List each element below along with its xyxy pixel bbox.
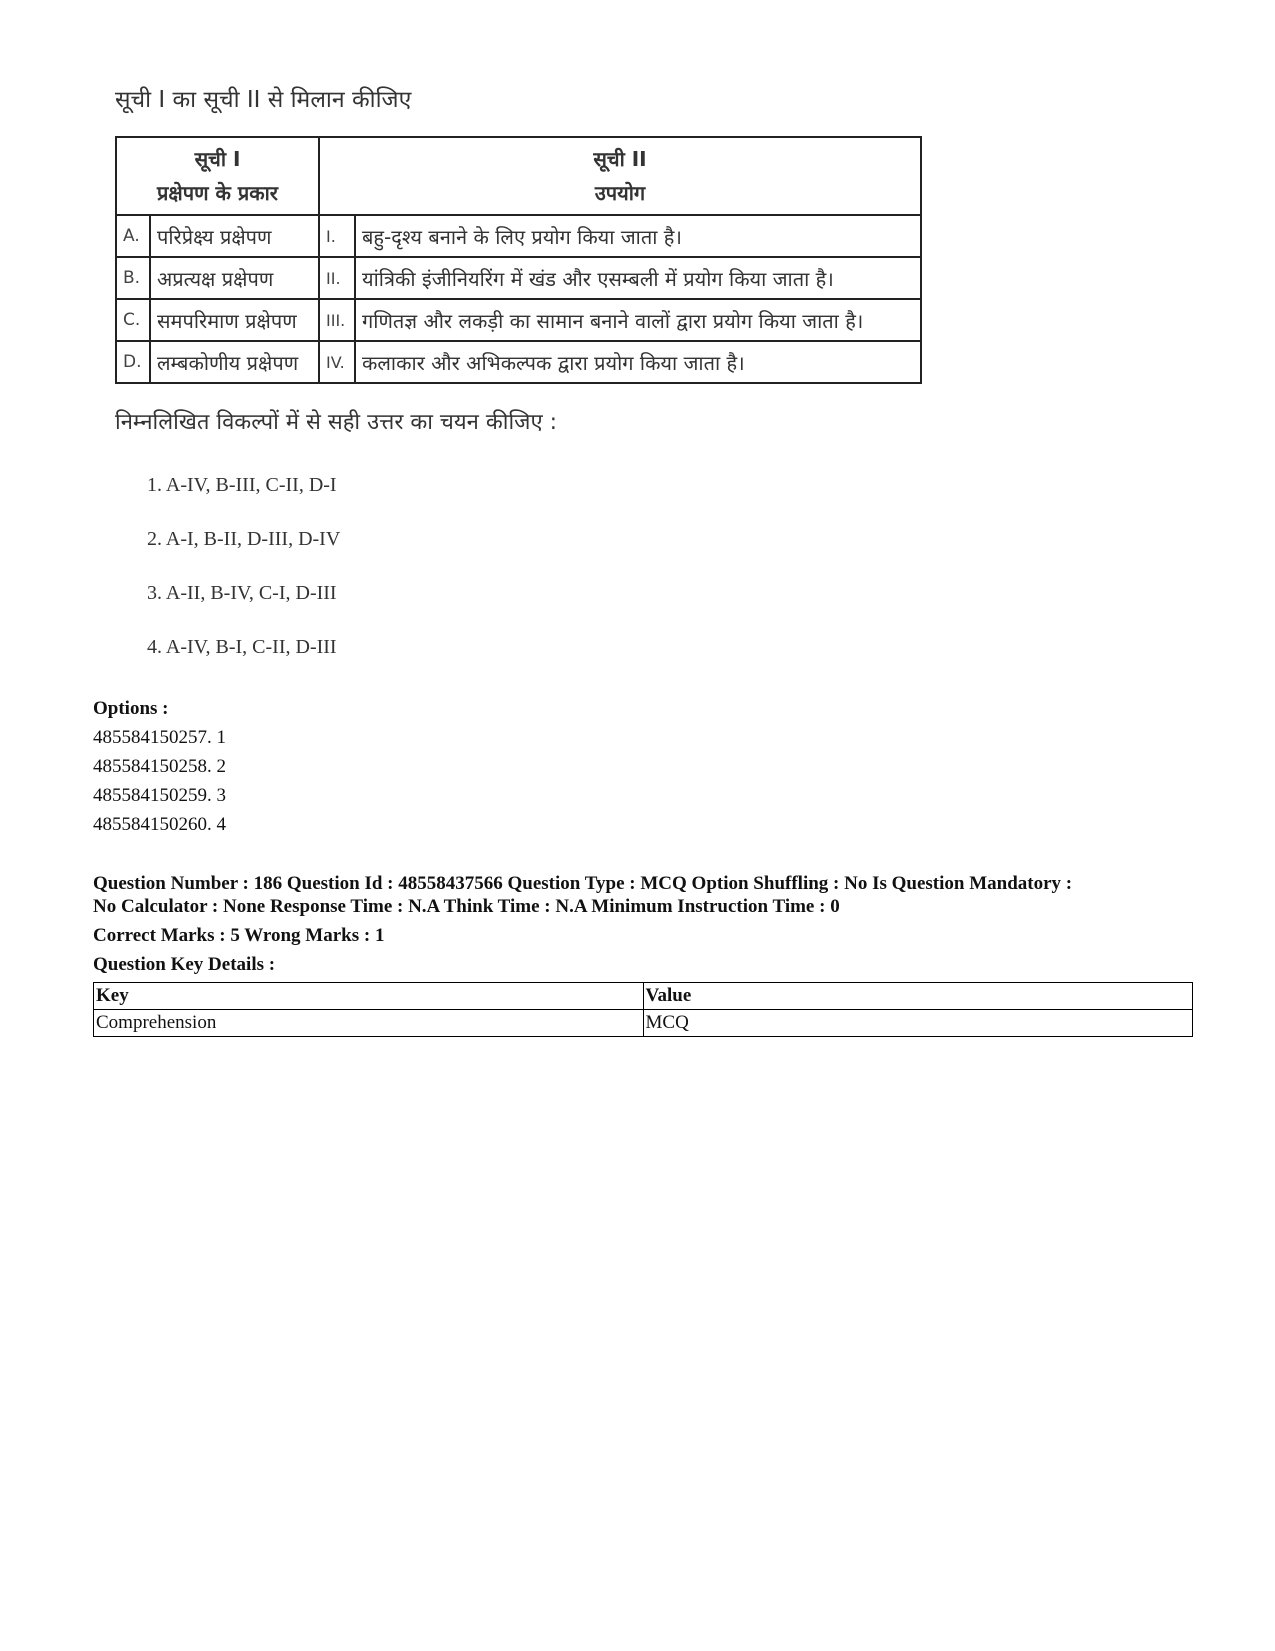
- key-cell: Comprehension: [94, 1010, 644, 1037]
- key-table-header-row: [94, 983, 1193, 1010]
- table-row: [116, 299, 921, 341]
- roman-numeral: I.: [319, 215, 355, 257]
- choice-list: [115, 458, 935, 674]
- table-row: [116, 215, 921, 257]
- options-header: Options :: [93, 698, 169, 719]
- projection-type: अप्रत्यक्ष प्रक्षेपण: [150, 257, 319, 299]
- table-row: [94, 1010, 1193, 1037]
- key-details-table: [93, 982, 1193, 1037]
- choice-item: 1. A-IV, B-III, C-II, D-I: [147, 474, 337, 496]
- list-1-subtitle: प्रक्षेपण के प्रकार: [157, 181, 278, 205]
- option-item: 485584150259. 3: [93, 785, 226, 806]
- table-row: [116, 257, 921, 299]
- projection-type: परिप्रेक्ष्य प्रक्षेपण: [150, 215, 319, 257]
- choice-item: 3. A-II, B-IV, C-I, D-III: [147, 582, 337, 604]
- question-image: [115, 82, 935, 674]
- projection-type: समपरिमाण प्रक्षेपण: [150, 299, 319, 341]
- row-label: A.: [116, 215, 150, 257]
- key-header: Key: [94, 983, 644, 1010]
- choice-item: 2. A-I, B-II, D-III, D-IV: [147, 528, 341, 550]
- option-item: 485584150257. 1: [93, 727, 226, 748]
- usage-text: कलाकार और अभिकल्पक द्वारा प्रयोग किया जाता है।: [355, 341, 921, 383]
- list-2-title: सूची II: [593, 147, 647, 171]
- meta-line-2: No Calculator : None Response Time : N.A Think Time : N.A Minimum Instruction Time : 0: [93, 896, 840, 917]
- row-label: B.: [116, 257, 150, 299]
- roman-numeral: II.: [319, 257, 355, 299]
- meta-line-1: Question Number : 186 Question Id : 48558437566 Question Type : MCQ Option Shuffling : No Is Question Mandatory :: [93, 873, 1073, 894]
- match-table-header-row: [116, 137, 921, 215]
- match-table: [115, 136, 922, 384]
- value-cell: MCQ: [643, 1010, 1193, 1037]
- choice-item: 4. A-IV, B-I, C-II, D-III: [147, 636, 337, 658]
- key-details-heading: Question Key Details :: [93, 954, 276, 975]
- list-1-title: सूची I: [194, 147, 241, 171]
- row-label: D.: [116, 341, 150, 383]
- question-meta: [93, 872, 1193, 976]
- question-instruction: सूची I का सूची II से मिलान कीजिए: [115, 87, 412, 113]
- roman-numeral: IV.: [319, 341, 355, 383]
- roman-numeral: III.: [319, 299, 355, 341]
- row-label: C.: [116, 299, 150, 341]
- usage-text: यांत्रिकी इंजीनियरिंग में खंड और एसम्बली में प्रयोग किया जाता है।: [355, 257, 921, 299]
- option-item: 485584150258. 2: [93, 756, 226, 777]
- usage-text: गणितज्ञ और लकड़ी का सामान बनाने वालों द्वारा प्रयोग किया जाता है।: [355, 299, 921, 341]
- option-item: 485584150260. 4: [93, 814, 226, 835]
- list-1-header: [116, 137, 319, 215]
- list-2-subtitle: उपयोग: [594, 181, 646, 205]
- table-row: [116, 341, 921, 383]
- list-2-header: [319, 137, 921, 215]
- projection-type: लम्बकोणीय प्रक्षेपण: [150, 341, 319, 383]
- usage-text: बहु-दृश्य बनाने के लिए प्रयोग किया जाता है।: [355, 215, 921, 257]
- value-header: Value: [643, 983, 1193, 1010]
- question-prompt: निम्नलिखित विकल्पों में से सही उत्तर का चयन कीजिए :: [115, 410, 558, 435]
- marks-line: Correct Marks : 5 Wrong Marks : 1: [93, 925, 385, 946]
- options-block: [93, 694, 226, 839]
